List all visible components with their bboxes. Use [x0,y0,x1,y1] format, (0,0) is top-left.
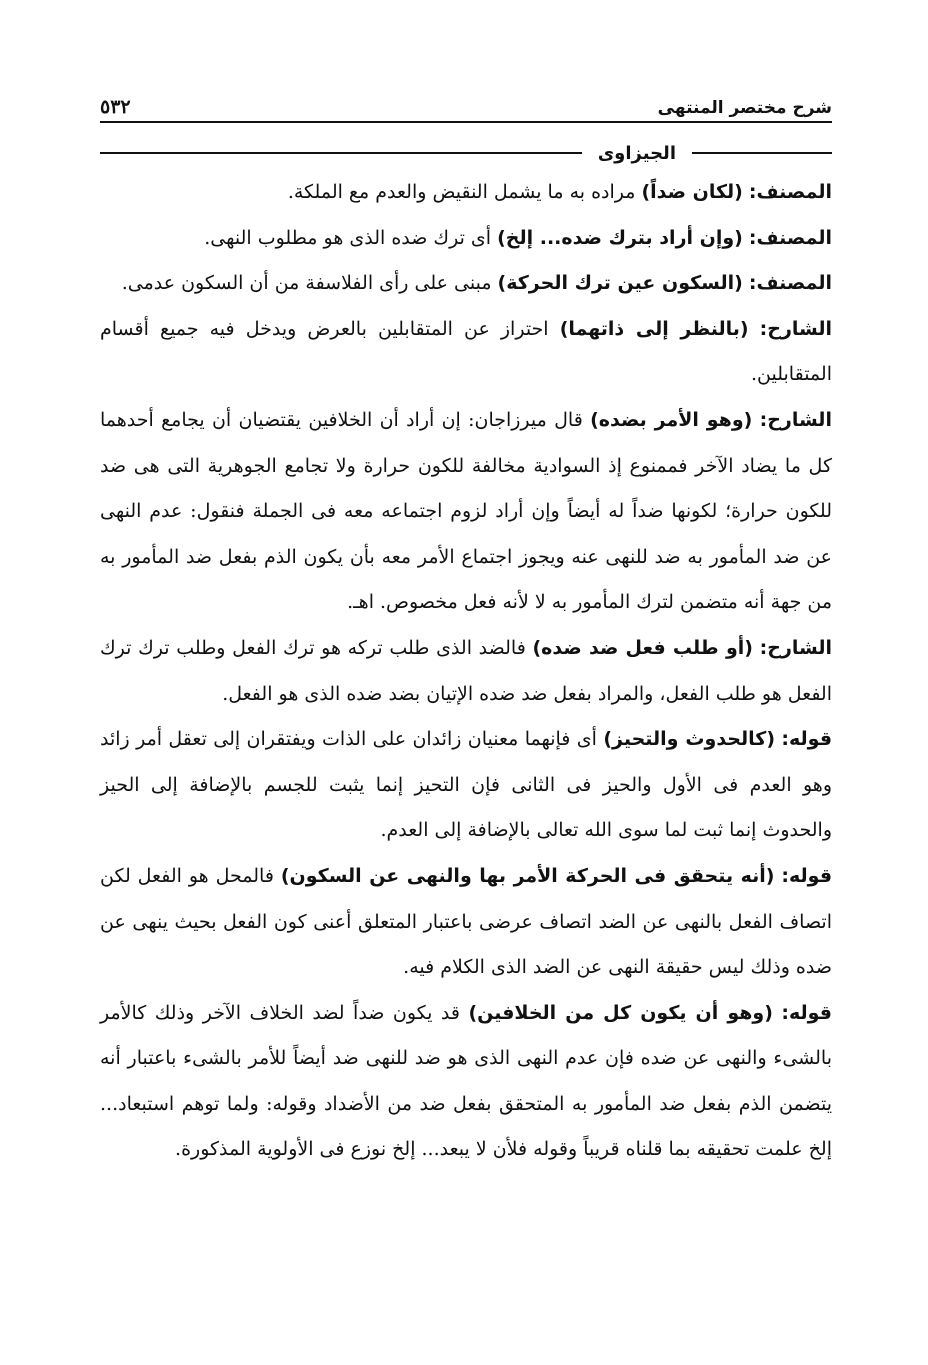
paragraph [100,717,832,854]
section-rule-right [692,152,832,154]
page-header [100,82,832,118]
paragraph-text: أى فإنهما معنيان زائدان على الذات ويفتقران إلى تعقل أمر زائد وهو العدم فى الأول والحيز فى الثانى فإن التحيز إنما يثبت للجسم بالإضافة إلى الحيز والحدوث إنما ثبت لما سوى الله تعالى بالإضافة إلى العدم. [100,728,832,842]
paragraph-text: مبنى على رأى الفلاسفة من أن السكون عدمى. [121,272,492,295]
section-heading [100,139,832,167]
body-text [100,170,832,1173]
paragraph [100,854,832,991]
paragraph [100,626,832,717]
paragraph-quote: (أو طلب فعل ضد ضده) [532,636,753,659]
page-number: ٥٣٢ [100,96,131,118]
section-title: الجيزاوى [597,142,676,164]
book-title: شرح مختصر المنتهى [657,98,832,118]
paragraph [100,991,832,1173]
paragraph-quote: (بالنظر إلى ذاتهما) [559,317,749,340]
section-rule-left [100,152,582,154]
paragraph [100,261,832,307]
paragraph-text: أى ترك ضده الذى هو مطلوب النهى. [204,226,492,249]
paragraph-label: قوله: [781,864,833,887]
paragraph-quote: (وهو أن يكون كل من الخلافين) [468,1001,773,1024]
paragraph [100,216,832,262]
header-rule [100,121,832,123]
paragraph-text: قال ميرزاجان: إن أراد أن الخلافين يقتضيان أن يجامع أحدهما كل ما يضاد الآخر فممنوع إذ السوادية مخالفة للكون حرارة ولا تجامع الجوهرية التى هى ضد للكون حرارة؛ لكونها ضداً له أيضاً وإن أراد لزوم اجتماعه معه فى الجملة فنقول: عدم النهى عن ضد المأمور به ضد للنهى عنه ويجوز اجتماع الأمر معه بأن يكون الذم بفعل ضد المأمور به من جهة أنه متضمن لترك المأمور به لا لأنه فعل مخصوص. اهـ. [100,408,832,614]
paragraph-text: قد يكون ضداً لضد الخلاف الآخر وذلك كالأمر بالشىء والنهى عن ضده فإن عدم النهى الذى هو ضد للنهى ضد أيضاً للأمر بالشىء باعتبار أنه يتضمن الذم بفعل ضد المأمور به المتحقق بفعل ضد من الأضداد وقوله: ولما توهم استبعاد... إلخ علمت تحقيقه بما قلناه قريباً وقوله فلأن لا يبعد... إلخ نوزع فى الأولوية المذكورة. [100,1001,832,1161]
paragraph-label: المصنف: [748,181,832,203]
paragraph-label: قوله: [781,1001,832,1024]
paragraph-label: الشارح: [759,636,833,659]
paragraph-text: فالمحل هو الفعل لكن اتصاف الفعل بالنهى عن الضد اتصاف عرضى باعتبار المتعلق أعنى كون الفعل بحيث ينهى عن ضده وذلك ليس حقيقة النهى عن الضد الذى الكلام فيه. [100,864,832,979]
paragraph-quote: (وإن أراد بترك ضده... إلخ) [497,226,743,249]
paragraph-quote: (وهو الأمر بضده) [590,408,753,431]
paragraph-label: المصنف: [748,226,832,249]
paragraph-quote: (أنه يتحقق فى الحركة الأمر بها والنهى عن السكون) [280,864,775,887]
paragraph-text: احتراز عن المتقابلين بالعرض ويدخل فيه جميع أقسام المتقابلين. [100,317,832,386]
paragraph-label: الشارح: [759,317,833,340]
paragraph-text: فالضد الذى طلب تركه هو ترك الفعل وطلب ترك ترك الفعل هو طلب الفعل، والمراد بفعل ضد ضده الإتيان بضد ضده الذى هو الفعل. [100,636,832,705]
paragraph-quote: (السكون عين ترك الحركة) [497,272,743,295]
paragraph-label: الشارح: [759,408,832,431]
paragraph-text: مراده به ما يشمل النقيض والعدم مع الملكة. [287,181,636,203]
paragraph [100,170,832,216]
paragraph [100,307,832,398]
paragraph-label: المصنف: [748,272,832,295]
paragraph-quote: (لكان ضداً) [641,181,743,203]
paragraph-quote: (كالحدوث والتحيز) [603,728,776,751]
paragraph-label: قوله: [781,728,833,751]
paragraph [100,398,832,626]
